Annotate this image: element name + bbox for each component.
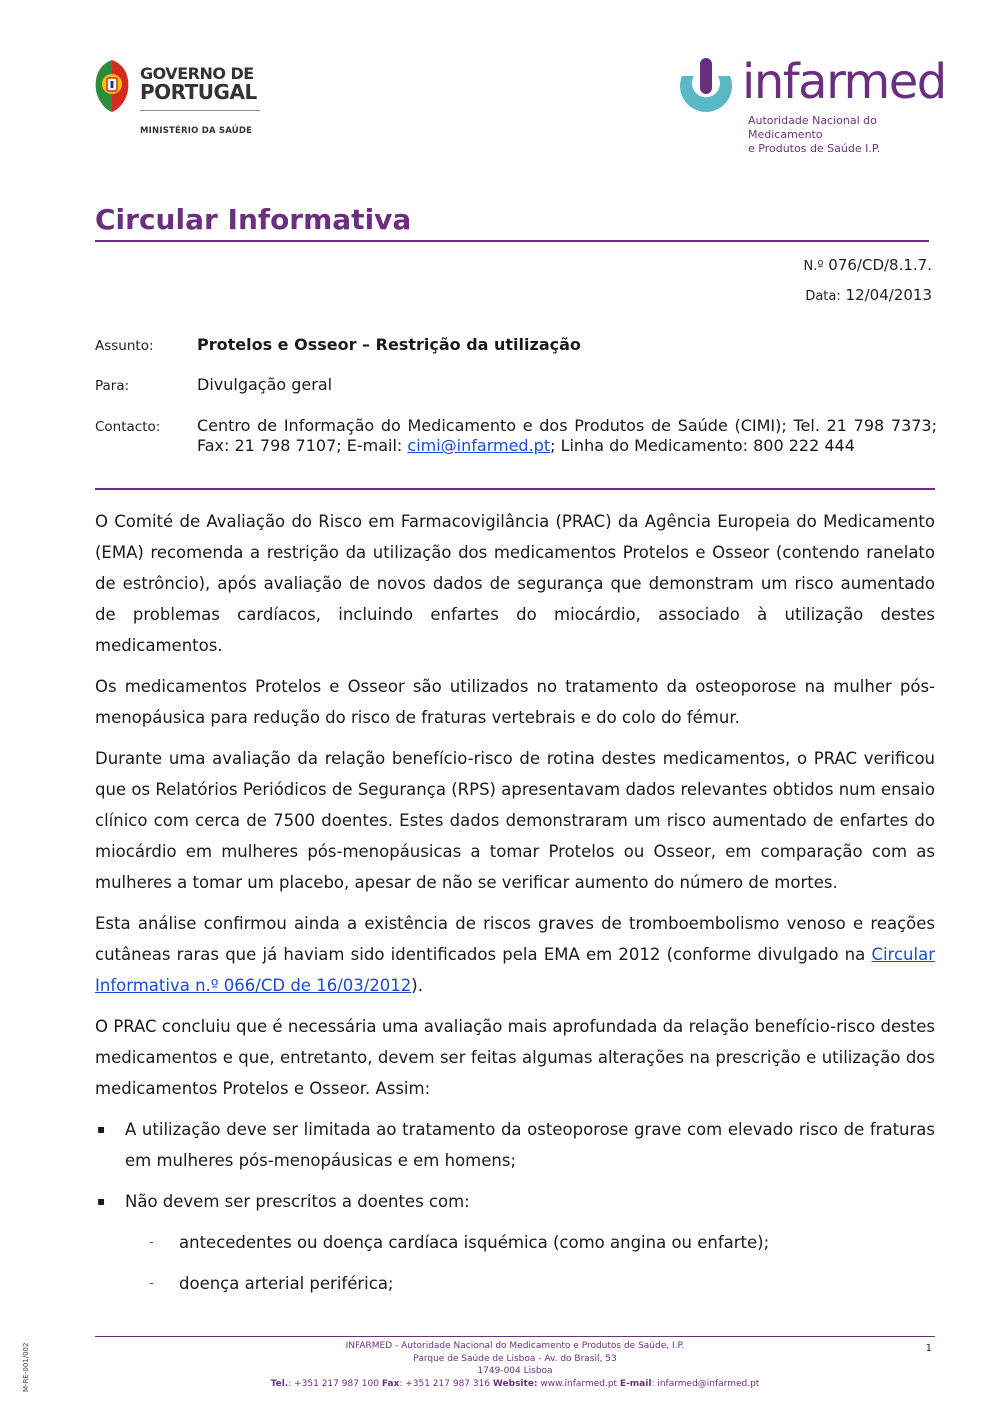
bullet-1-text: A utilização deve ser limitada ao tratamento da osteoporose grave com elevado risco de fraturas em mulheres pós-menopáusicas e em homens; [125,1120,935,1170]
footer-fax-label: Fax [381,1378,400,1389]
paragraph-4-after: ). [411,976,423,995]
sub-item-2 [95,1268,935,1299]
number-label: N.º [803,259,824,274]
paragraph-4-before: Esta análise confirmou ainda a existência de riscos graves de tromboembolismo venoso e reações cutâneas raras que já haviam sido identificados pela EMA em 2012 (conforme divulgado na [95,914,935,964]
form-code: M-RE-001/002 [22,1342,30,1392]
circular-date [805,286,932,304]
page-number: 1 [925,1343,932,1354]
title-divider [95,240,929,242]
footer-email-label: E-mail [619,1378,652,1389]
document-body [95,506,935,1309]
subject-label: Assunto: [95,338,154,354]
gov-line2: PORTUGAL [140,80,257,104]
infarmed-sub-line1: Autoridade Nacional do Medicamento [748,114,877,141]
paragraph-3: Durante uma avaliação da relação benefício-risco de rotina destes medicamentos, o PRAC verificou que os Relatórios Periódicos de Segurança (RPS) apresentavam dados relevantes obtidos num ensaio clínico com cerca de 7500 doentes. Estes dados demonstraram um risco aumentado de enfartes do miocárdio em mulheres pós-menopáusicas a tomar Protelos ou Osseor, em comparação com as mulheres a tomar um placebo, apesar de não se verificar aumento do número de mortes. [95,749,935,892]
footer-fax: : +351 217 987 316 [399,1378,493,1389]
subject-value: Protelos e Osseor – Restrição da utilização [197,335,581,354]
paragraph-5: O PRAC concluiu que é necessária uma avaliação mais aprofundada da relação benefício-risco destes medicamentos e que, entretanto, devem ser feitas algumas alterações na prescrição e utilização dos medicamentos Protelos e Osseor. Assim: [95,1017,935,1098]
bullet-square-icon: ▪ [97,1122,106,1136]
bullet-2-text: Não devem ser prescritos a doentes com: [125,1192,470,1211]
footer-web-label: Website: [492,1378,538,1389]
sub-2-text: doença arterial periférica; [179,1274,394,1293]
sub-1-text: antecedentes ou doença cardíaca isquémica (como angina ou enfarte); [179,1233,770,1252]
contact-text-after: ; Linha do Medicamento: 800 222 444 [550,436,855,455]
contact-text-before: Centro de Informação do Medicamento e dos Produtos de Saúde (CIMI); Tel. 21 798 7373; Fax: 21 798 7107; E-mail: [197,416,937,455]
gov-line1: GOVERNO DE [140,64,254,83]
gov-divider [140,110,260,111]
dash-icon: - [149,1235,154,1250]
dash-icon: - [149,1276,154,1291]
ministry-label: MINISTÉRIO DA SAÚDE [140,126,253,136]
infarmed-sub-line2: e Produtos de Saúde I.P. [748,142,881,155]
footer-tel: : +351 217 987 100 [288,1378,382,1389]
bullet-square-icon: ▪ [97,1194,106,1208]
date-label: Data: [805,289,841,304]
footer-email: : infarmed@infarmed.pt [651,1378,760,1389]
paragraph-2: Os medicamentos Protelos e Osseor são utilizados no tratamento da osteoporose na mulher pós-menopáusica para redução do risco de fraturas vertebrais e do colo do fémur. [95,677,935,727]
contact-email-link[interactable]: cimi@infarmed.pt [407,436,551,455]
contact-value [197,416,937,456]
number-value: 076/CD/8.1.7. [828,256,932,274]
circular-number [804,256,932,274]
circular-066-link[interactable]: Circular Informativa n.º 066/CD de 16/03/2012 [95,945,935,995]
infarmed-subtitle [748,114,948,156]
to-value: Divulgação geral [197,375,333,394]
metadata-divider [95,488,935,490]
contact-label: Contacto: [95,419,161,435]
infarmed-mark-icon [672,56,736,122]
paragraph-1: O Comité de Avaliação do Risco em Farmacovigilância (PRAC) da Agência Europeia do Medicamento (EMA) recomenda a restrição da utilização dos medicamentos Protelos e Osseor (contendo ranelato de estrôncio), após avaliação de novos dados de segurança que demonstram um risco aumentado de problemas cardíacos, incluindo enfartes do miocárdio, associado à utilização destes medicamentos. [95,512,935,655]
footer-tel-label: Tel. [270,1378,289,1389]
bullet-item-1 [95,1114,935,1176]
footer-line2: Parque de Saúde de Lisboa - Av. do Brasil, 53 [413,1353,617,1364]
document-title: Circular Informativa [95,203,412,236]
date-value: 12/04/2013 [845,286,932,304]
footer-contacts [95,1378,935,1391]
sub-item-1 [95,1227,935,1258]
governo-portugal-logo [92,58,272,138]
to-label: Para: [95,378,130,394]
paragraph-4 [95,908,935,1001]
page-footer [95,1340,935,1390]
footer-divider [95,1336,935,1337]
portugal-emblem-icon [92,58,132,114]
infarmed-name: infarmed [742,54,946,110]
footer-line3: 1749-004 Lisboa [477,1366,553,1376]
footer-web: www.infarmed.pt [537,1378,620,1389]
infarmed-logo [672,54,946,155]
footer-line1: INFARMED - Autoridade Nacional do Medicamento e Produtos de Saúde, I.P. [345,1341,685,1351]
bullet-item-2 [95,1186,935,1217]
